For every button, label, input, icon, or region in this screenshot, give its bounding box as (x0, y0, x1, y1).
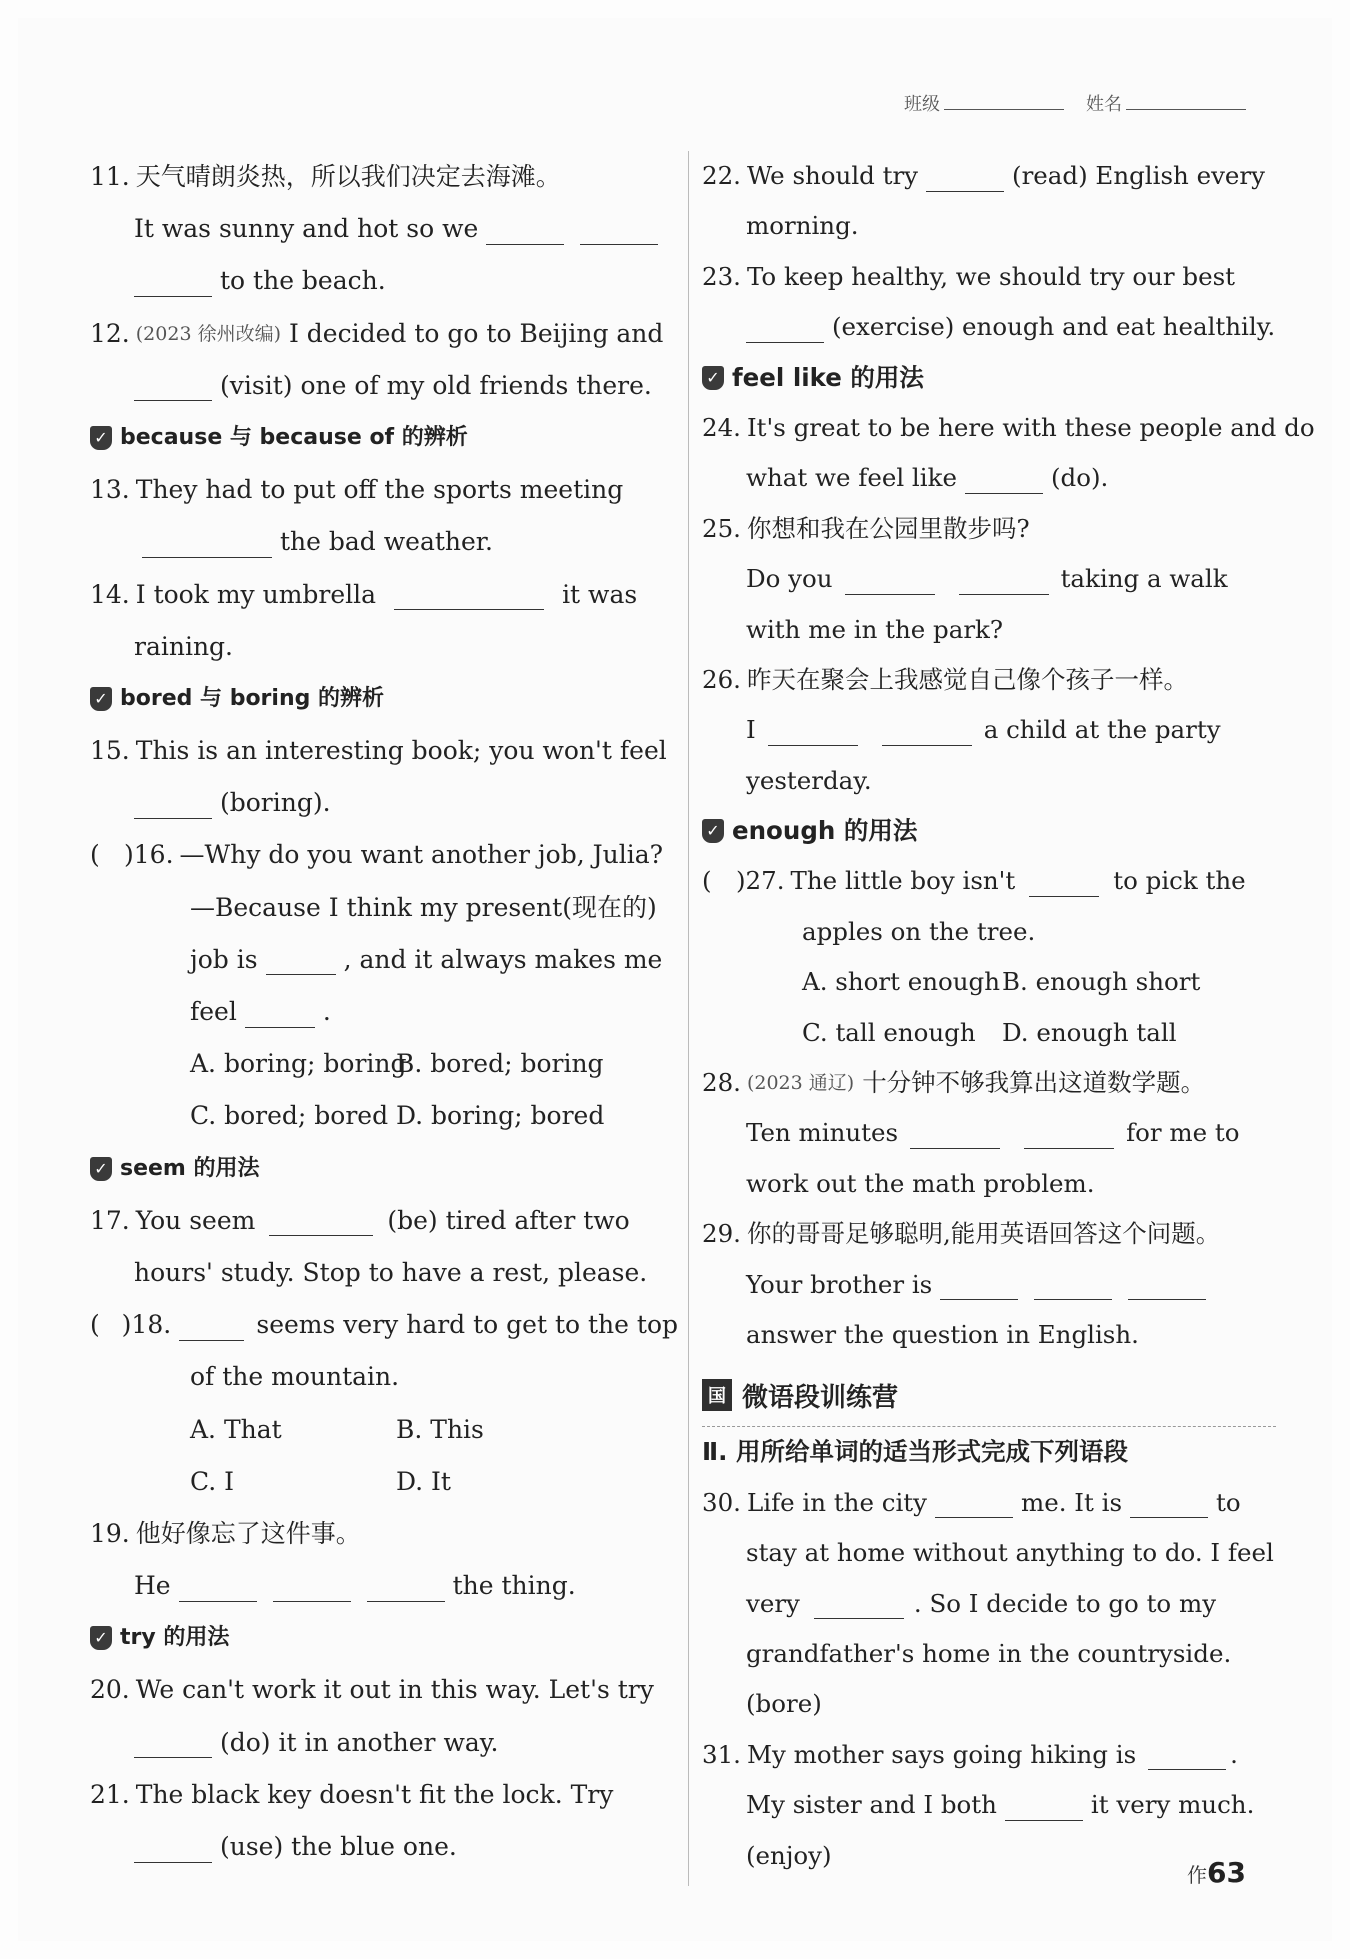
section-title: try 的用法 (120, 1625, 230, 1651)
q18-text2: of the mountain. (190, 1362, 400, 1392)
check-icon: ✓ (702, 819, 724, 843)
section-title: because 与 because of 的辨析 (120, 424, 468, 450)
section-because (90, 412, 678, 464)
q30-line1 (702, 1478, 1286, 1528)
q27-line2 (702, 907, 1286, 957)
q17-line2 (90, 1247, 678, 1299)
q12-text1: I decided to go to Beijing and (288, 318, 664, 348)
q13-number: 13. (90, 475, 130, 505)
q25-text1: Do you (746, 564, 833, 594)
q27-number: )27. (736, 866, 785, 896)
q28-line2 (702, 1108, 1286, 1158)
section-try (90, 1612, 678, 1664)
option-b[interactable]: B. bored; boring (396, 1049, 604, 1079)
check-icon: ✓ (90, 426, 112, 450)
q11-text2: to the beach. (220, 266, 386, 296)
left-column (90, 151, 678, 1873)
answer-blank[interactable] (1005, 1790, 1083, 1821)
section-feel-like (702, 353, 1286, 403)
answer-blank[interactable] (959, 564, 1049, 595)
q11-text1: It was sunny and hot so we (134, 214, 479, 244)
section-bored (90, 673, 678, 725)
answer-blank[interactable] (1029, 866, 1099, 897)
section-seem (90, 1143, 678, 1195)
section-heading: 微语段训练营 (742, 1382, 899, 1413)
check-icon: ✓ (90, 1157, 112, 1181)
option-b[interactable]: B. enough short (1002, 967, 1201, 997)
q24-line2 (702, 453, 1286, 503)
answer-blank[interactable] (746, 312, 824, 343)
answer-blank[interactable] (142, 527, 272, 558)
q13-line2 (90, 516, 678, 568)
q31-text3: My sister and I both (746, 1790, 997, 1820)
q19-text1: He (134, 1571, 171, 1601)
q25-chinese: 你想和我在公园里散步吗? (746, 513, 1030, 543)
answer-blank[interactable] (935, 1487, 1013, 1518)
q28-number: 28. (702, 1068, 741, 1098)
answer-blank[interactable] (1024, 1118, 1114, 1149)
q23-text1: To keep healthy, we should try our best (746, 261, 1236, 291)
q14-text1: I took my umbrella (135, 579, 377, 609)
q31-line2 (702, 1780, 1286, 1830)
header (904, 90, 1246, 116)
q21-text1: The black key doesn't fit the lock. Try (135, 1779, 614, 1809)
q30-text4: stay at home without anything to do. I feel (746, 1538, 1274, 1568)
q16-options-cd (90, 1090, 678, 1142)
option-d[interactable]: D. enough tall (1002, 1017, 1177, 1047)
q25-line2 (702, 554, 1286, 604)
q16-text5: feel (190, 997, 237, 1026)
option-a[interactable]: A. boring; boring (190, 1049, 407, 1079)
answer-paren[interactable]: ( (90, 840, 100, 870)
q25-line1 (702, 504, 1286, 554)
answer-paren[interactable]: ( (90, 1310, 100, 1340)
q28-text1: Ten minutes (746, 1118, 899, 1148)
q14-number: 14. (90, 579, 130, 609)
q21-line2 (90, 1821, 678, 1873)
q16-options-ab (90, 1038, 678, 1090)
q16-text2: —Because I think my present(现在的) (190, 892, 657, 922)
option-a[interactable]: A. That (190, 1414, 282, 1444)
q25-text2: taking a walk (1060, 564, 1228, 594)
workbook-page (18, 18, 1332, 1941)
q16-text1: —Why do you want another job, Julia? (179, 840, 664, 870)
section-title: enough 的用法 (732, 816, 918, 846)
q13-text1: They had to put off the sports meeting (135, 475, 624, 505)
q26-line3 (702, 756, 1286, 806)
q23-line2 (702, 302, 1286, 352)
class-blank[interactable] (944, 109, 1064, 110)
q14-line2 (90, 621, 678, 673)
q30-text1: Life in the city (746, 1487, 927, 1517)
q23-number: 23. (702, 261, 741, 291)
q12-line2 (90, 360, 678, 412)
q15-number: 15. (90, 736, 130, 766)
q14-text3: raining. (134, 631, 233, 661)
q11-line1 (90, 151, 678, 203)
q29-line1 (702, 1209, 1286, 1259)
q24-text2: what we feel like (746, 463, 957, 493)
q30-text6: . So I decide to go to my (913, 1588, 1217, 1618)
q22-text1: We should try (746, 161, 919, 190)
section-title: feel like 的用法 (732, 362, 924, 392)
q24-text3: (do). (1050, 463, 1109, 493)
answer-blank[interactable] (269, 1205, 373, 1236)
q15-line2 (90, 777, 678, 829)
q11-number: 11. (90, 162, 130, 191)
q19-number: 19. (90, 1518, 130, 1548)
q15-text2: (boring). (220, 788, 331, 818)
q25-line3 (702, 605, 1286, 655)
q22-text3: morning. (746, 211, 859, 241)
q29-number: 29. (702, 1219, 741, 1249)
q31-line1 (702, 1730, 1286, 1780)
q17-line1 (90, 1195, 678, 1247)
answer-blank[interactable] (273, 1571, 351, 1602)
class-field[interactable] (904, 90, 1064, 116)
q20-number: 20. (90, 1675, 130, 1705)
micro-paragraph-section (702, 1364, 1276, 1427)
q26-text2: a child at the party (983, 715, 1221, 745)
answer-blank[interactable] (1034, 1269, 1112, 1300)
q20-text1: We can't work it out in this way. Let's try (135, 1675, 654, 1705)
q16-line1 (90, 829, 678, 881)
answer-blank[interactable] (768, 715, 858, 746)
q26-line2 (702, 705, 1286, 755)
check-icon: ✓ (90, 687, 112, 711)
answer-blank[interactable] (940, 1269, 1018, 1300)
q16-text6: . (322, 997, 331, 1026)
q15-text1: This is an interesting book; you won't feel (135, 736, 667, 766)
q31-text2: . (1230, 1739, 1238, 1769)
q22-line1 (702, 151, 1286, 201)
q24-line1 (702, 403, 1315, 453)
section-title: seem 的用法 (120, 1155, 260, 1181)
answer-blank[interactable] (965, 463, 1043, 494)
q22-text2: (read) English every (1012, 161, 1265, 190)
answer-blank[interactable] (814, 1588, 904, 1619)
name-label: 姓名 (1086, 94, 1122, 115)
q19-chinese: 他好像忘了这件事。 (135, 1518, 361, 1548)
name-blank[interactable] (1126, 109, 1246, 110)
q18-text1: seems very hard to get to the top (256, 1310, 678, 1340)
option-a[interactable]: A. short enough (802, 967, 1000, 997)
answer-blank[interactable] (134, 1727, 212, 1758)
answer-blank[interactable] (1148, 1739, 1226, 1770)
q29-text1: Your brother is (746, 1269, 933, 1299)
answer-blank[interactable] (882, 715, 972, 746)
answer-blank[interactable] (910, 1118, 1000, 1149)
q25-number: 25. (702, 513, 741, 543)
q16-line4 (90, 986, 678, 1038)
book-icon: 国 (702, 1379, 732, 1411)
q19-line2 (90, 1560, 678, 1612)
q12-line1 (90, 308, 678, 360)
q14-text2: it was (562, 579, 638, 609)
q21-line1 (90, 1769, 678, 1821)
exercise-instruction (702, 1427, 1286, 1477)
q19-line1 (90, 1508, 678, 1560)
option-c[interactable]: C. bored; bored (190, 1101, 389, 1131)
q24-text1: It's great to be here with these people and do (746, 412, 1315, 442)
q29-text2: answer the question in English. (746, 1319, 1139, 1349)
q28-text3: work out the math problem. (746, 1168, 1095, 1198)
q27-options-ab (702, 957, 1286, 1007)
q11-line2 (90, 203, 678, 255)
q25-text3: with me in the park? (746, 614, 1004, 644)
page-footer (1187, 1856, 1246, 1889)
answer-blank[interactable] (134, 266, 212, 297)
answer-blank[interactable] (266, 944, 336, 975)
q16-text4: , and it always makes me (343, 944, 663, 974)
q30-line2 (702, 1528, 1286, 1578)
q16-number: )16. (124, 840, 174, 870)
q27-line1 (702, 856, 1286, 906)
q13-line1 (90, 464, 678, 516)
section-enough (702, 806, 1286, 856)
check-icon: ✓ (90, 1626, 112, 1650)
q30-text2: me. It is (1021, 1487, 1123, 1517)
q17-number: 17. (90, 1205, 130, 1235)
check-icon: ✓ (702, 366, 724, 390)
q24-number: 24. (702, 412, 741, 442)
q18-options-cd (90, 1456, 678, 1508)
q23-line1 (702, 252, 1286, 302)
answer-blank[interactable] (845, 564, 935, 595)
q17-text2: (be) tired after two (387, 1205, 630, 1235)
q26-line1 (702, 655, 1286, 705)
q12-source: (2023 徐州改编) (135, 322, 281, 345)
q17-text1: You seem (135, 1205, 256, 1235)
q12-number: 12. (90, 318, 130, 348)
q21-number: 21. (90, 1779, 130, 1809)
q30-line5 (702, 1679, 1286, 1729)
q30-text3: to (1216, 1487, 1241, 1517)
answer-blank[interactable] (1128, 1269, 1206, 1300)
q30-text8: (bore) (746, 1689, 822, 1719)
q28-line1 (702, 1058, 1286, 1108)
q20-line1 (90, 1664, 678, 1716)
q14-line1 (90, 569, 678, 621)
answer-blank[interactable] (134, 370, 212, 401)
q30-text7: grandfather's home in the countryside. (746, 1638, 1232, 1668)
q31-text5: (enjoy) (746, 1840, 832, 1870)
q26-text1: I (746, 715, 756, 745)
section-title: bored 与 boring 的辨析 (120, 685, 385, 711)
answer-blank[interactable] (179, 1310, 244, 1341)
answer-blank[interactable] (580, 214, 658, 245)
column-divider (688, 151, 689, 1886)
q11-line3 (90, 255, 678, 307)
q20-line2 (90, 1717, 678, 1769)
answer-blank[interactable] (134, 788, 212, 819)
right-column (702, 151, 1315, 1881)
q12-text2: (visit) one of my old friends there. (220, 370, 652, 400)
q23-text2: (exercise) enough and eat healthily. (832, 312, 1276, 342)
q16-text3: job is (190, 944, 258, 974)
q18-number: )18. (121, 1310, 172, 1340)
q17-text3: hours' study. Stop to have a rest, please. (134, 1257, 648, 1287)
q18-line2 (90, 1351, 678, 1403)
option-b[interactable]: B. This (396, 1414, 484, 1444)
q28-source: (2023 通辽) (746, 1072, 855, 1095)
answer-blank[interactable] (486, 214, 564, 245)
q27-text3: apples on the tree. (802, 916, 1036, 946)
option-c[interactable]: C. I (190, 1466, 235, 1496)
q16-line2 (90, 882, 678, 934)
q13-text2: the bad weather. (280, 527, 493, 557)
q28-text2: for me to (1126, 1118, 1240, 1148)
q27-text2: to pick the (1113, 866, 1246, 896)
q30-number: 30. (702, 1487, 741, 1517)
answer-paren[interactable]: ( (702, 866, 712, 896)
q26-number: 26. (702, 664, 741, 694)
q30-line3 (702, 1579, 1286, 1629)
q20-text2: (do) it in another way. (220, 1727, 499, 1757)
answer-blank[interactable] (926, 161, 1004, 192)
footer-prefix: 作 (1187, 1863, 1208, 1887)
page-number: 63 (1207, 1856, 1246, 1889)
answer-blank[interactable] (394, 579, 544, 610)
q31-text4: it very much. (1090, 1790, 1255, 1820)
q28-line3 (702, 1159, 1286, 1209)
answer-blank[interactable] (1130, 1487, 1208, 1518)
answer-blank[interactable] (245, 997, 315, 1028)
answer-blank[interactable] (134, 1832, 212, 1863)
q29-chinese: 你的哥哥足够聪明,能用英语回答这个问题。 (746, 1219, 1221, 1249)
option-c[interactable]: C. tall enough (802, 1017, 976, 1047)
q18-line1 (90, 1299, 678, 1351)
q22-line2 (702, 201, 1286, 251)
q26-chinese: 昨天在聚会上我感觉自己像个孩子一样。 (746, 664, 1188, 694)
answer-blank[interactable] (367, 1571, 445, 1602)
q31-text1: My mother says going hiking is (746, 1739, 1137, 1769)
q30-text5: very (746, 1588, 800, 1618)
q29-line2 (702, 1260, 1286, 1310)
q21-text2: (use) the blue one. (220, 1832, 457, 1861)
q26-text3: yesterday. (746, 765, 872, 795)
q15-line1 (90, 725, 678, 777)
option-d[interactable]: D. It (396, 1466, 451, 1496)
q27-text1: The little boy isn't (790, 866, 1016, 896)
class-label: 班级 (904, 94, 940, 115)
option-d[interactable]: D. boring; bored (396, 1101, 605, 1131)
answer-blank[interactable] (179, 1571, 257, 1602)
instruction-text: Ⅱ. 用所给单词的适当形式完成下列语段 (702, 1437, 1128, 1467)
q27-options-cd (702, 1008, 1286, 1058)
q16-line3 (90, 934, 678, 986)
q22-number: 22. (702, 161, 741, 190)
q18-options-ab (90, 1404, 678, 1456)
name-field[interactable] (1086, 90, 1246, 116)
q11-chinese: 天气晴朗炎热，所以我们决定去海滩。 (135, 162, 561, 191)
q30-line4 (702, 1629, 1286, 1679)
q29-line3 (702, 1310, 1286, 1360)
q31-number: 31. (702, 1739, 741, 1769)
q28-chinese: 十分钟不够我算出这道数学题。 (862, 1068, 1206, 1098)
q19-text2: the thing. (452, 1571, 576, 1601)
